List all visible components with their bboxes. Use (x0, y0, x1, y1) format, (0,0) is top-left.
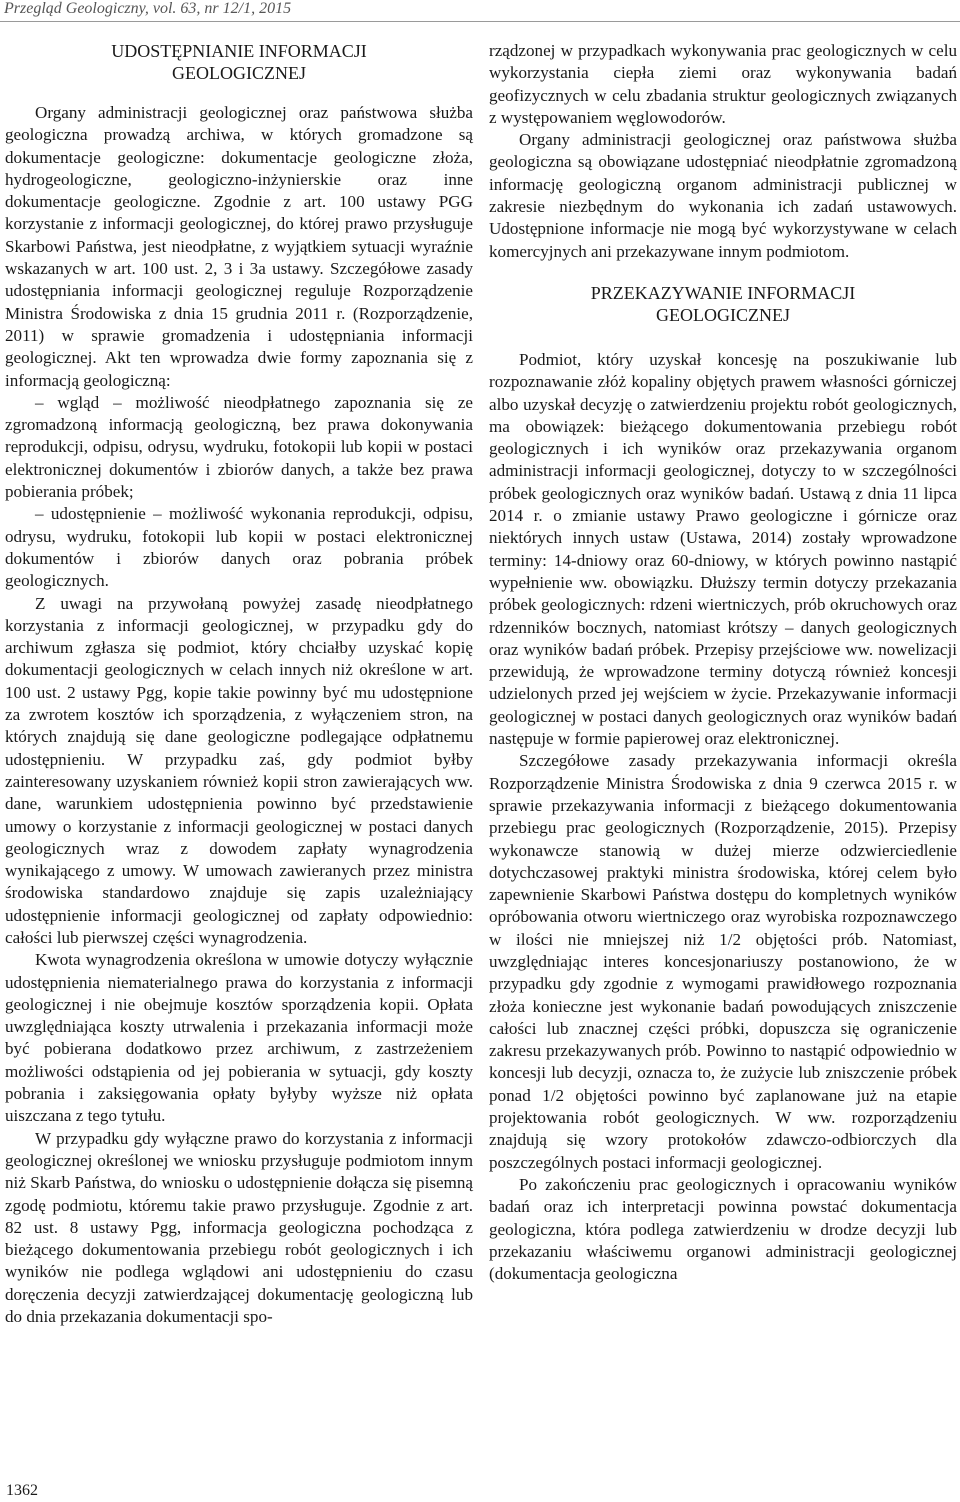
paragraph: Organy administracji geologicznej oraz państwowa służba geologiczna są obowiązane udostępniać nieodpłatnie zgromadzoną informację geologiczną organom administracji publicznej w zakresie niezbędnym do wykonania ich zadań ustawowych. Udostępnione informacje nie mogą być wykorzystywane w celach komercyjnych ani przekazywane innym podmiotom. (489, 130, 957, 261)
heading-line-1: PRZEKAZYWANIE INFORMACJI (590, 282, 856, 303)
section-heading-udostepnianie (5, 40, 473, 84)
section-heading-przekazywanie (489, 282, 957, 326)
page-number: 1362 (6, 1482, 38, 1499)
heading-line-1: UDOSTĘPNIANIE INFORMACJI (111, 41, 367, 61)
paragraph: Organy administracji geologicznej oraz państwowa służba geologiczna prowadzą archiwa, w których gromadzone są dokumentacje geologiczne: dokumentacje geologiczne złoża, hydrogeologiczne, geologiczno-inżynierskie oraz inne dokumentacje geologiczne. Zgodnie z art. 100 ustawy PGG korzystanie z informacji geologicznej, do której prawo przysługuje Skarbowi Państwa, jest nieodpłatne, z wyjątkiem sytuacji wyraźnie wskazanych w art. 100 ust. 2, 3 i 3a ustawy. Szczegółowe zasady udostępniania informacji geologicznej reguluje Rozporządzenie Ministra Środowiska z dnia 15 grudnia 2011 r. (Rozporządzenie, 2011) w sprawie gromadzenia i udostępniania informacji geologicznej. Akt ten wprowadza dwie formy zapoznania się z informacją geologiczną: (5, 103, 473, 390)
heading-line-2: GEOLOGICZNEJ (172, 63, 306, 83)
paragraph: Podmiot, który uzyskał koncesję na poszukiwanie lub rozpoznawanie złóż kopaliny objętych prawem własności górniczej albo uzyskał decyzję o zatwierdzeniu projektu robót geologicznych, ma obowiązek: bieżącego dokumentowania przebiegu robót geologicznych i ich wyników oraz przekazywania organom administracji informacji geologicznej, dotyczy to w szczególności próbek geologicznych oraz wyników badań. Ustawą z dnia 11 lipca 2014 r. o zmianie ustawy Prawo geologiczne i górnicze oraz niektórych innych ustaw (Ustawa, 2014) zostały wprowadzone terminy: 14-dniowy oraz 60-dniowy, w których powinno nastąpić wypełnienie ww. obowiązku. Dłuższy termin dotyczy przekazania próbek geologicznych: rdzeni wiertniczych, prób okruchowych oraz rdzenników bocznych, natomiast krótszy – danych geologicznych oraz wyników badań próbek. Przepisy przejściowe ww. nowelizacji przewidują, że wprowadzone terminy dotyczą również koncesji udzielonych przed jej wejściem w życie. Przekazywanie informacji geologicznej w postaci danych geologicznych oraz wyników badań następuje w formie papierowej oraz elektronicznej. (489, 349, 957, 749)
header-rule (0, 21, 960, 22)
paragraph: W przypadku gdy wyłączne prawo do korzystania z informacji geologicznej określonej we wniosku przysługuje podmiotom innym niż Skarb Państwa, do wniosku o udostępnienie dołącza się pisemną zgodę podmiotu, któremu takie prawo przysługuje. Zgodnie z art. 82 ust. 8 ustawy Pgg, informacja geologiczna pochodząca z bieżącego dokumentowania przebiegu robót geologicznych i ich wyników nie podlega wglądowi ani udostępnieniu do czasu doręczenia decyzji zatwierdzającej dokumentację geologiczną lub do dnia przekazania dokumentacji spo- (5, 1128, 473, 1327)
dash-item-udostepnienie: – udostępnienie – możliwość wykonania reprodukcji, odpisu, odrysu, wydruku, fotokopii lub kopii w postaci elektronicznej dokumentów i zbiorów danych oraz pobrania próbek geologicznych. (5, 504, 473, 591)
dash-item-wglad: – wgląd – możliwość nieodpłatnego zapoznania się ze zgromadzoną informacją geologiczną, bez prawa dokonywania reprodukcji, odpisu, odrysu, wydruku, fotokopii lub kopii w postaci elektronicznej dokumentów i zbiorów danych, a także bez prawa pobierania próbek; (5, 392, 473, 502)
paragraph: Z uwagi na przywołaną powyżej zasadę nieodpłatnego korzystania z informacji geologicznej, w przypadku gdy do archiwum zgłasza się podmiot, który chciałby uzyskać kopię dokumentacji geologicznych w celach innych niż określone w art. 100 ust. 2 ustawy Pgg, kopie takie powinny być mu udostępnione za zwrotem kosztów ich sporządzenia, z wyłączeniem stron, na których znajdują się dane geologiczne podlegające odpłatnemu udostępnieniu. W przypadku zaś, gdy podmiot byłby zainteresowany uzyskaniem również kopii stron zawierających ww. dane, warunkiem udostępnienia powinno być przedstawienie umowy o korzystanie z informacji geologicznej w postaci danych geologicznych wraz z dowodem zapłaty wynagrodzenia wynikającego z umowy. W umowach zawieranych przez ministra środowiska standardowo znajduje się zapis uzależniający udostępnienie informacji geologicznej od zapłaty odpowiednio: całości lub pierwszej części wynagrodzenia. (5, 593, 473, 947)
paragraph: Szczegółowe zasady przekazywania informacji określa Rozporządzenie Ministra Środowiska z dnia 9 czerwca 2015 r. w sprawie przekazywania informacji z bieżącego dokumentowania przebiegu prac geologicznych (Rozporządzenie, 2015). Przepisy wykonawcze stanowią w dużej mierze odzwierciedlenie dotychczasowej praktyki ministra środowiska, której celem było zapewnienie Skarbowi Państwa dostępu do kompletnych wyników opróbowania otworu wiertniczego oraz wyrobiska rozpoznawczego w ilości nie mniejszej niż 1/2 objętości prób. Natomiast, uwzględniając interes koncesjonariuszy postanowiono, że w przypadku gdy zgodnie z wymogami prawidłowego rozpoznania złoża konieczne jest wykonanie badań powodujących zniszczenie całości lub znacznej części próbki, dopuszcza się ograniczenie zakresu przekazywanych prób. Powinno to nastąpić odpowiednio w koncesji lub decyzji, oznacza to, że zużycie lub zniszczenie próbek ponad 1/2 objętości powinno być zaplanowane już na etapie projektowania robót geologicznych. W ww. rozporządzeniu znajdują się wzory protokołów zdawczo-odbiorczych dla poszczególnych postaci informacji geologicznej. (489, 751, 957, 1172)
running-header: Przegląd Geologiczny, vol. 63, nr 12/1, 2015 (4, 0, 292, 17)
paragraph: Po zakończeniu prac geologicznych i opracowaniu wyników badań oraz ich interpretacji powinna powstać dokumentacja geologiczna, która podlega zatwierdzeniu w drodze decyzji lub przekazaniu właściwemu organowi administracji geologicznej (dokumentacja geologiczna (489, 1174, 957, 1284)
paragraph-continuation: rządzonej w przypadkach wykonywania prac geologicznych w celu wykorzystania ciepła ziemi oraz wykonywania badań geofizycznych w celu zbadania struktur geologicznych związanych z występowaniem węglowodorów. (489, 41, 957, 127)
heading-line-2: GEOLOGICZNEJ (656, 304, 790, 325)
paragraph: Kwota wynagrodzenia określona w umowie dotyczy wyłącznie udostępnienia niematerialnego prawa do korzystania z informacji geologicznej i nie obejmuje kosztów sporządzenia kopii. Opłata uwzględniająca koszty utrwalenia i przekazania informacji może być pobierana dodatkowo przez archiwum, z zastrzeżeniem możliwości odstąpienia od jej pobierania w sytuacji, gdy koszty pobrania i zaksięgowania opłaty byłyby wyższe niż opłata uiszczana z tego tytułu. (5, 950, 473, 1126)
left-column (5, 40, 473, 1328)
right-column (489, 40, 957, 1285)
